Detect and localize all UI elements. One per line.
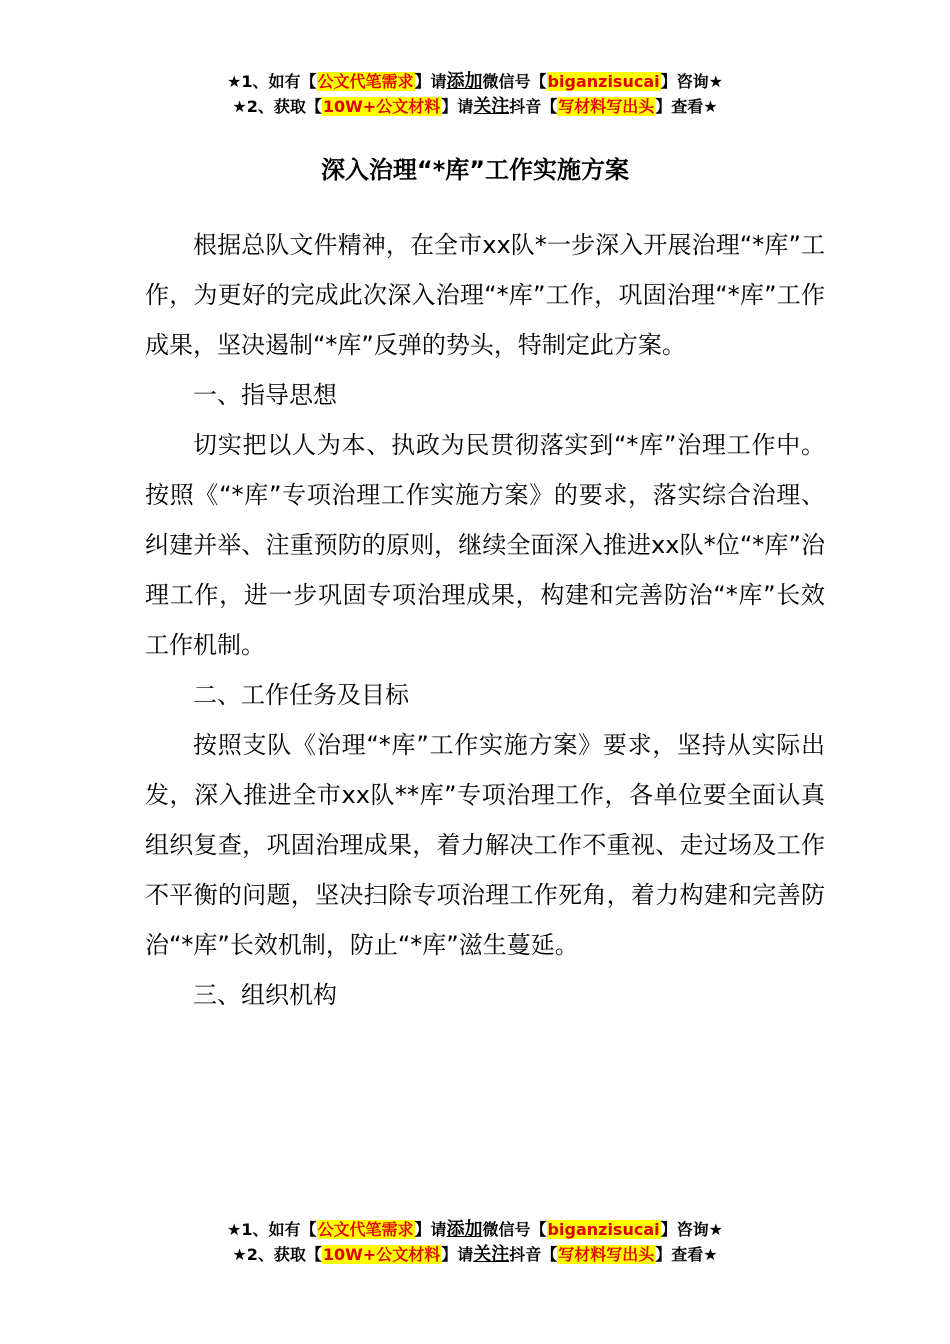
paragraph-intro: 根据总队文件精神，在全市xx队*一步深入开展治理“*库”工作，为更好的完成此次深入治理“*库”工作，巩固治理“*库”工作成果，坚决遏制“*库”反弹的势头，特制定此方案。 [145, 231, 825, 359]
promo-highlight: 10W+公文材料 [322, 1245, 441, 1264]
promo-footer [0, 1217, 950, 1267]
promo-line-1 [0, 69, 950, 94]
promo-text: 抖音【 [509, 1245, 558, 1264]
promo-highlight: 写材料写出头 [558, 1245, 655, 1264]
promo-underline: 关注 [473, 1244, 510, 1265]
promo-text: 】查看★ [655, 97, 718, 116]
promo-highlight: 公文代笔需求 [317, 72, 414, 91]
promo-underline: 添加 [446, 71, 483, 92]
promo-text: 微信号【 [482, 1220, 547, 1239]
promo-text: ★2、获取【 [232, 97, 322, 116]
promo-text: ★2、获取【 [232, 1245, 322, 1264]
promo-text: 】请 [414, 72, 447, 91]
promo-line-2 [0, 1242, 950, 1267]
promo-underline: 添加 [446, 1219, 483, 1240]
promo-highlight: 写材料写出头 [558, 97, 655, 116]
promo-text: 微信号【 [482, 72, 547, 91]
promo-text: 】请 [414, 1220, 447, 1239]
promo-text: 】咨询★ [660, 1220, 723, 1239]
section-heading-2: 二、工作任务及目标 [193, 681, 409, 709]
paragraph-tasks-goals: 按照支队《治理“*库”工作实施方案》要求，坚持从实际出发，深入推进全市xx队**库”专项治理工作，各单位要全面认真组织复查，巩固治理成果，着力解决工作不重视、走过场及工作不平衡的问题，坚决扫除专项治理工作死角，着力构建和完善防治“*库”长效机制，防止“*库”滋生蔓延。 [145, 731, 825, 959]
promo-text: 】咨询★ [660, 72, 723, 91]
promo-header [0, 69, 950, 119]
document-body [145, 220, 825, 1020]
promo-underline: 关注 [473, 96, 510, 117]
section-heading-3: 三、组织机构 [193, 981, 337, 1009]
promo-text: 抖音【 [509, 97, 558, 116]
promo-highlight: 公文代笔需求 [317, 1220, 414, 1239]
document-title: 深入治理“*库”工作实施方案 [320, 156, 630, 184]
paragraph-guiding-thought: 切实把以人为本、执政为民贯彻落实到“*库”治理工作中。按照《“*库”专项治理工作实施方案》的要求，落实综合治理、纠建并举、注重预防的原则，继续全面深入推进xx队*位“*库”治理工作，进一步巩固专项治理成果，构建和完善防治“*库”长效工作机制。 [145, 431, 825, 659]
promo-text: ★1、如有【 [227, 1220, 317, 1239]
promo-text: 】请 [441, 97, 474, 116]
promo-line-1 [0, 1217, 950, 1242]
promo-text: 】请 [441, 1245, 474, 1264]
promo-highlight: biganzisucai [547, 72, 660, 91]
promo-text: ★1、如有【 [227, 72, 317, 91]
section-heading-1: 一、指导思想 [193, 381, 337, 409]
promo-highlight: biganzisucai [547, 1220, 660, 1239]
promo-highlight: 10W+公文材料 [322, 97, 441, 116]
promo-line-2 [0, 94, 950, 119]
promo-text: 】查看★ [655, 1245, 718, 1264]
